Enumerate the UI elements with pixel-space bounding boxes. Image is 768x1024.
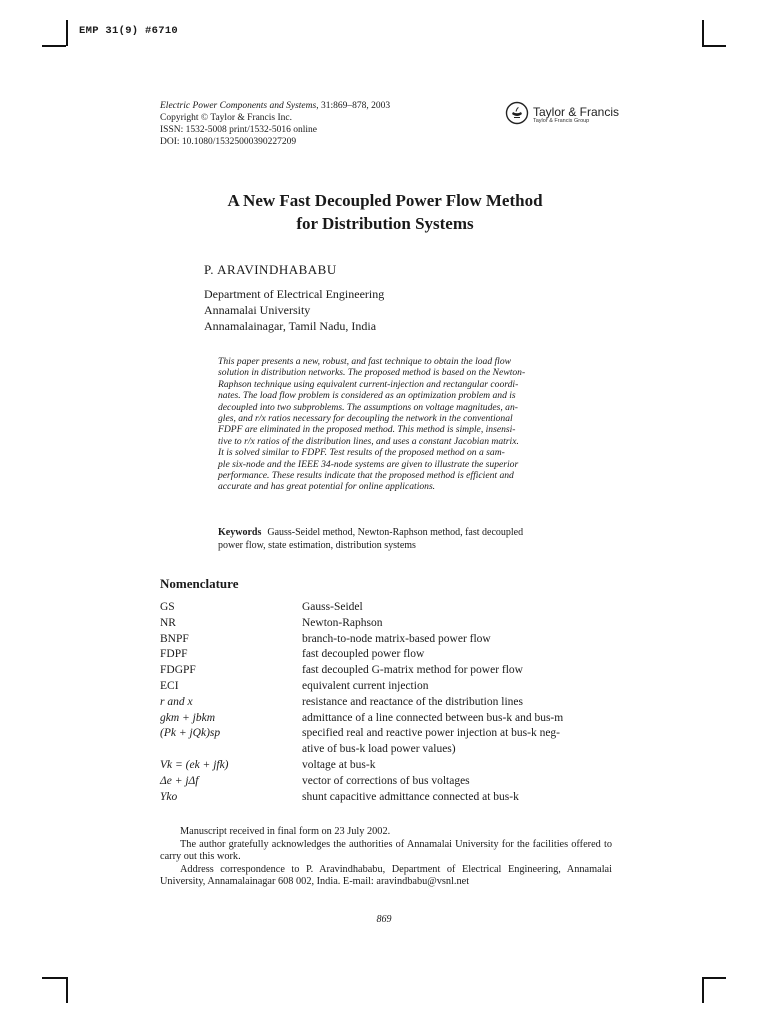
publisher-name: Taylor & Francis [533,105,620,119]
abstract-line: accurate and has great potential for online applications. [218,481,436,493]
nomenclature-row [160,663,612,679]
abstract-line: Raphson technique using equivalent current-injection and rectangular coordi- [218,378,519,390]
taylor-francis-lamp-icon [505,101,529,129]
keywords-line: power flow, state estimation, distribution systems [218,540,416,551]
nomenclature-heading: Nomenclature [160,576,239,591]
nomenclature-row [160,695,612,711]
nomenclature-symbol: (Pk + jQk)sp [160,727,221,740]
crop-mark-top-left-v [66,20,68,46]
nomenclature-symbol [160,742,302,758]
nomenclature-definition: admittance of a line connected between bus-k and bus-m [302,711,564,724]
nomenclature-symbol: GS [160,601,175,613]
nomenclature-row [160,647,612,663]
nomenclature-definition: equivalent current injection [302,679,429,692]
nomenclature-definition: Gauss-Seidel [302,601,363,613]
crop-mark-top-right-h [702,45,726,47]
abstract-line: solution in distribution networks. The proposed method is based on the Newton- [218,367,526,379]
publisher-group: Taylor & Francis Group [533,118,590,124]
nomenclature-symbol: FDGPF [160,664,196,677]
nomenclature-table [160,600,612,805]
crop-mark-bottom-right-v [702,977,704,1003]
nomenclature-definition: Newton-Raphson [302,616,383,629]
nomenclature-symbol: Yko [160,790,178,803]
footnote-acknowledgment: The author gratefully acknowledges the authorities of Annamalai University for the facilities offered to carry out this work. [160,838,612,863]
nomenclature-definition: voltage at bus-k [302,758,376,771]
abstract-line: gles, and r/x ratios necessary for decoupling the network in the conventional [218,413,513,425]
journal-name: Electric Power Components and Systems [160,101,317,111]
nomenclature-symbol: gkm + jbkm [160,711,216,724]
crop-mark-bottom-right-h [702,977,726,979]
footnote-received: Manuscript received in final form on 23 July 2002. [180,826,391,837]
nomenclature-row [160,711,612,727]
nomenclature-symbol: NR [160,616,176,629]
abstract-line: It is solved similar to FDPF. Test results of the proposed method on a sam- [218,447,505,459]
keywords-line: Gauss-Seidel method, Newton-Raphson method, fast decoupled [267,527,524,538]
crop-mark-bottom-left-v [66,977,68,1003]
nomenclature-definition: shunt capacitive admittance connected at bus-k [302,790,519,803]
nomenclature-row [160,790,612,806]
keywords-label: Keywords [218,527,262,538]
abstract-line: tive to r/x ratios of the distribution lines, and uses a constant Jacobian matrix. [218,435,519,447]
manuscript-code: EMP 31(9) #6710 [79,25,179,37]
issn-line: ISSN: 1532-5008 print/1532-5016 online [160,125,318,135]
nomenclature-symbol: r and x [160,695,193,708]
journal-citation: Electric Power Components and Systems, 31:869–878, 2003 [160,101,391,111]
doi-line: DOI: 10.1080/15325000390227209 [160,137,297,147]
abstract-line: decoupled into two subproblems. The assumptions on voltage magnitudes, an- [218,401,518,413]
crop-mark-top-left-h [42,45,66,47]
page-number: 869 [376,914,392,925]
nomenclature-definition: ative of bus-k load power values) [302,743,456,756]
copyright-line: Copyright © Taylor & Francis Inc. [160,113,292,123]
nomenclature-row [160,679,612,695]
nomenclature-symbol: BNPF [160,632,189,645]
crop-mark-top-right-v [702,20,704,46]
abstract [218,356,610,493]
nomenclature-symbol: Vk = (ek + jfk) [160,758,229,771]
abstract-line: nates. The load flow problem is considered as an optimization problem and is [218,390,516,402]
author-affiliation: Department of Electrical Engineering Annamalai University Annamalainagar, Tamil Nadu, India [204,287,385,333]
paper-title: A New Fast Decoupled Power Flow Method for Distribution Systems [227,191,543,233]
nomenclature-symbol: FDPF [160,648,188,661]
nomenclature-row [160,758,612,774]
nomenclature-symbol: ECI [160,679,179,692]
abstract-line: performance. These results indicate that the proposed method is efficient and [218,470,514,482]
author-name: P. ARAVINDHABABU [204,262,337,277]
journal-info [160,100,390,148]
keywords [218,526,610,552]
nomenclature-row [160,726,612,742]
abstract-line: ple six-node and the IEEE 34-node systems are given to illustrate the superior [218,458,519,470]
nomenclature-row [160,632,612,648]
footnote-correspondence: Address correspondence to P. Aravindhababu, Department of Electrical Engineering, Annamalai University, Annamalainagar 608 002, India. E-mail: aravindbabu@vsnl.net [160,863,612,888]
nomenclature-row [160,600,612,616]
nomenclature-definition: branch-to-node matrix-based power flow [302,632,491,645]
nomenclature-row [160,616,612,632]
abstract-line: This paper presents a new, robust, and fast technique to obtain the load flow [218,356,512,367]
nomenclature-definition: fast decoupled G-matrix method for power flow [302,664,523,677]
nomenclature-symbol: Δe + jΔf [160,774,199,787]
nomenclature-row [160,742,612,758]
nomenclature-definition: resistance and reactance of the distribution lines [302,695,523,708]
publisher-logo [505,101,619,129]
footnotes [160,826,612,889]
nomenclature-definition: fast decoupled power flow [302,648,425,661]
nomenclature-definition: vector of corrections of bus voltages [302,774,470,787]
nomenclature-row [160,774,612,790]
nomenclature-definition: specified real and reactive power injection at bus-k neg- [302,727,560,740]
abstract-line: FDPF are eliminated in the proposed method. This method is simple, insensi- [218,424,516,436]
crop-mark-bottom-left-h [42,977,66,979]
